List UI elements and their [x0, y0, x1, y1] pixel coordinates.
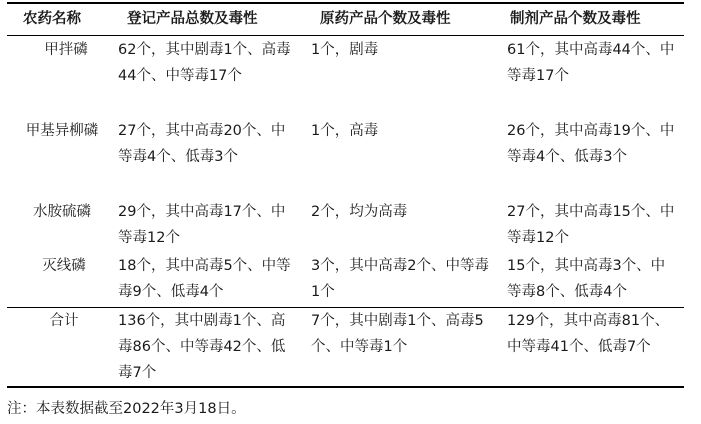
total-cell: 27个，其中高毒20个、中等毒4个、低毒3个: [118, 123, 286, 165]
summary-technical-cell: 7个，其中剧毒1个、高毒5个、中等毒1个: [311, 313, 484, 355]
summary-total-cell: 136个，其中剧毒1个、高毒86个、中等毒42个、低毒7个: [118, 313, 286, 381]
technical-cell: 1个，高毒: [311, 123, 379, 139]
technical-cell: 1个，剧毒: [311, 42, 379, 58]
summary-formulation-cell: 129个，其中高毒81个、中等毒41个、低毒7个: [507, 313, 670, 355]
summary-label: 合计: [49, 313, 79, 329]
pesticide-name-cell: 灭线磷: [42, 258, 86, 274]
total-cell: 62个，其中剧毒1个、高毒44个、中等毒17个: [118, 42, 291, 84]
pesticide-name-cell: 甲拌磷: [44, 42, 88, 58]
technical-cell: 3个，其中高毒2个、中等毒1个: [311, 258, 489, 300]
formulation-cell: 27个，其中高毒15个、中等毒12个: [507, 204, 675, 246]
header-technical-products: 原药产品个数及毒性: [320, 11, 451, 27]
pesticide-name-cell: 水胺硫磷: [33, 204, 91, 220]
technical-cell: 2个，均为高毒: [311, 204, 408, 220]
total-cell: 29个，其中高毒17个、中等毒12个: [118, 204, 286, 246]
header-total-products: 登记产品总数及毒性: [127, 11, 258, 27]
formulation-cell: 26个，其中高毒19个、中等毒4个、低毒3个: [507, 123, 675, 165]
header-formulation-products: 制剂产品个数及毒性: [510, 11, 641, 27]
header-rule: [7, 35, 684, 36]
pesticide-name-cell: 甲基异柳磷: [25, 123, 99, 139]
formulation-cell: 61个，其中高毒44个、中等毒17个: [507, 42, 675, 84]
table-footnote: 注：本表数据截至2022年3月18日。: [7, 401, 246, 417]
formulation-cell: 15个，其中高毒3个、中等毒8个、低毒4个: [507, 258, 666, 300]
table-bottom-rule: [7, 386, 684, 388]
total-cell: 18个，其中高毒5个、中等毒9个、低毒4个: [118, 258, 291, 300]
header-pesticide-name: 农药名称: [23, 11, 81, 27]
table-top-rule: [7, 2, 684, 4]
